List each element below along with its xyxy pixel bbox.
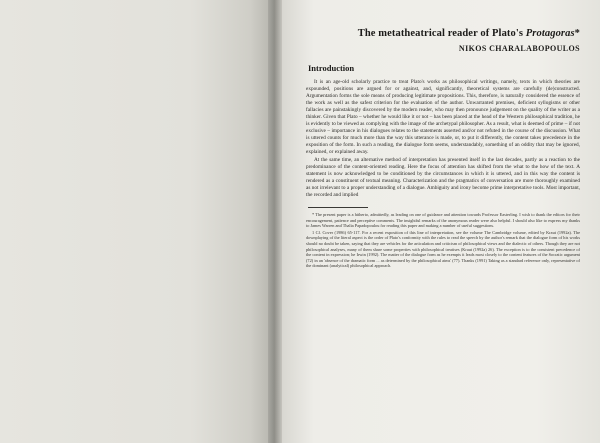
paragraph-2: At the same time, an alternative method of interpretation has presented itself in the last decades, partly as a reaction to the predominance of the content-oriented reading. Here the focus of attention has shifted from the what to the how of the text. A statement is now acknowledged to be conditioned by the circumstances in which it is uttered, and in this way the content is rendered as a constituent of textual meaning. Characterization and the pragmatics of conversation are more thoroughly examined as not irrelevant to a proper understanding of a dialogue. Ambiguity and irony become prime interpretative tools. Most important, the recorded and implied: [306, 157, 580, 198]
page-content: [306, 28, 580, 269]
article-title: [306, 28, 580, 39]
section-heading: Introduction: [308, 63, 355, 73]
footnote-2: 1 Cf. Cover (1986) 65-117. For a recent exposition of this line of interpretation, see the volume The Cambridge volume, edited by Kraut (1992a). The downplaying of the literal aspect is the order of Plato's conformity with the rules to read the speech by the author's remark that the dialogue form of his works should no doubt be taken, saying that they are vehicles for the articulation and criticism of philosophical views and the dialectic of others. Though they are not philosophical analyses, many of them share some properties with philosophical treatises (Kraut (1992a) 26). The exception is to the consistent precedence of the content in expression; he Irwin (1992). The matter of the dialogue form as he exempts it leads most closely to the content features of the Socratic argument (72) in an 'absence of the dramatic form ... as determined by the philosophical aims' (77). Thanks (1991) Taking as a standard reference only, representative of the dominant (analytical) philosophical approach.: [306, 229, 580, 269]
book-gutter: [268, 0, 282, 443]
paragraph-1: It is an age-old scholarly practice to treat Plato's works as philosophical writings, namely, texts in which theories are expounded, positions are argued for or against, and, significantly, theoretical systems are carefully (de)constructed. Argumentation forms the sole means of producing legitimate propositions. This, therefore, is naturally considered the essence of the work as well as the safest criterion for the evaluation of the author. Unwarranted premises, deficient syllogisms or other fallacies are painstakingly discovered by the modern reader, who may then pronounce judgement on the quality of the writer as a thinker. Given that Plato – whether he would like it or not – has been placed at the head of the Western philosophical tradition, he is evidently to be viewed as complying with the image of the archetypal philosopher. As a result, what is deemed of prime – if not exclusive – importance in his dialogues relates to the statements asserted and/or not refuted in the course of the discussion. What is uttered counts for much more than the way this utterance is made, or, to put it differently, the content takes precedence in the exposition of the form. In such a reading, the dialogue form seems, understandably, something of an oddity that may be ignored, explained, or explained away.: [306, 79, 580, 155]
article-title-main: The metatheatrical reader of Plato's: [357, 28, 526, 39]
footnotes: [306, 212, 580, 269]
footnote-1: * The present paper is a hitherto, admittedly, as leading on one of guidance and attention towards Professor Easterling. I wish to thank the editors for their encouragement, patience and perceptive comments. The insightful remarks of the anonymous reader were also helpful. I should also like to express my thanks to James Warren and Thalia Papadopoulou for reading this paper and making a number of useful suggestions.: [306, 212, 580, 229]
article-title-italic: Protagoras: [525, 28, 575, 39]
footnote-divider: [308, 207, 368, 208]
footnote-marker: *: [574, 28, 580, 39]
author-name: NIKOS CHARALABOPOULOS: [458, 44, 580, 53]
left-page-edge: [0, 0, 272, 443]
body-text: [306, 79, 580, 199]
